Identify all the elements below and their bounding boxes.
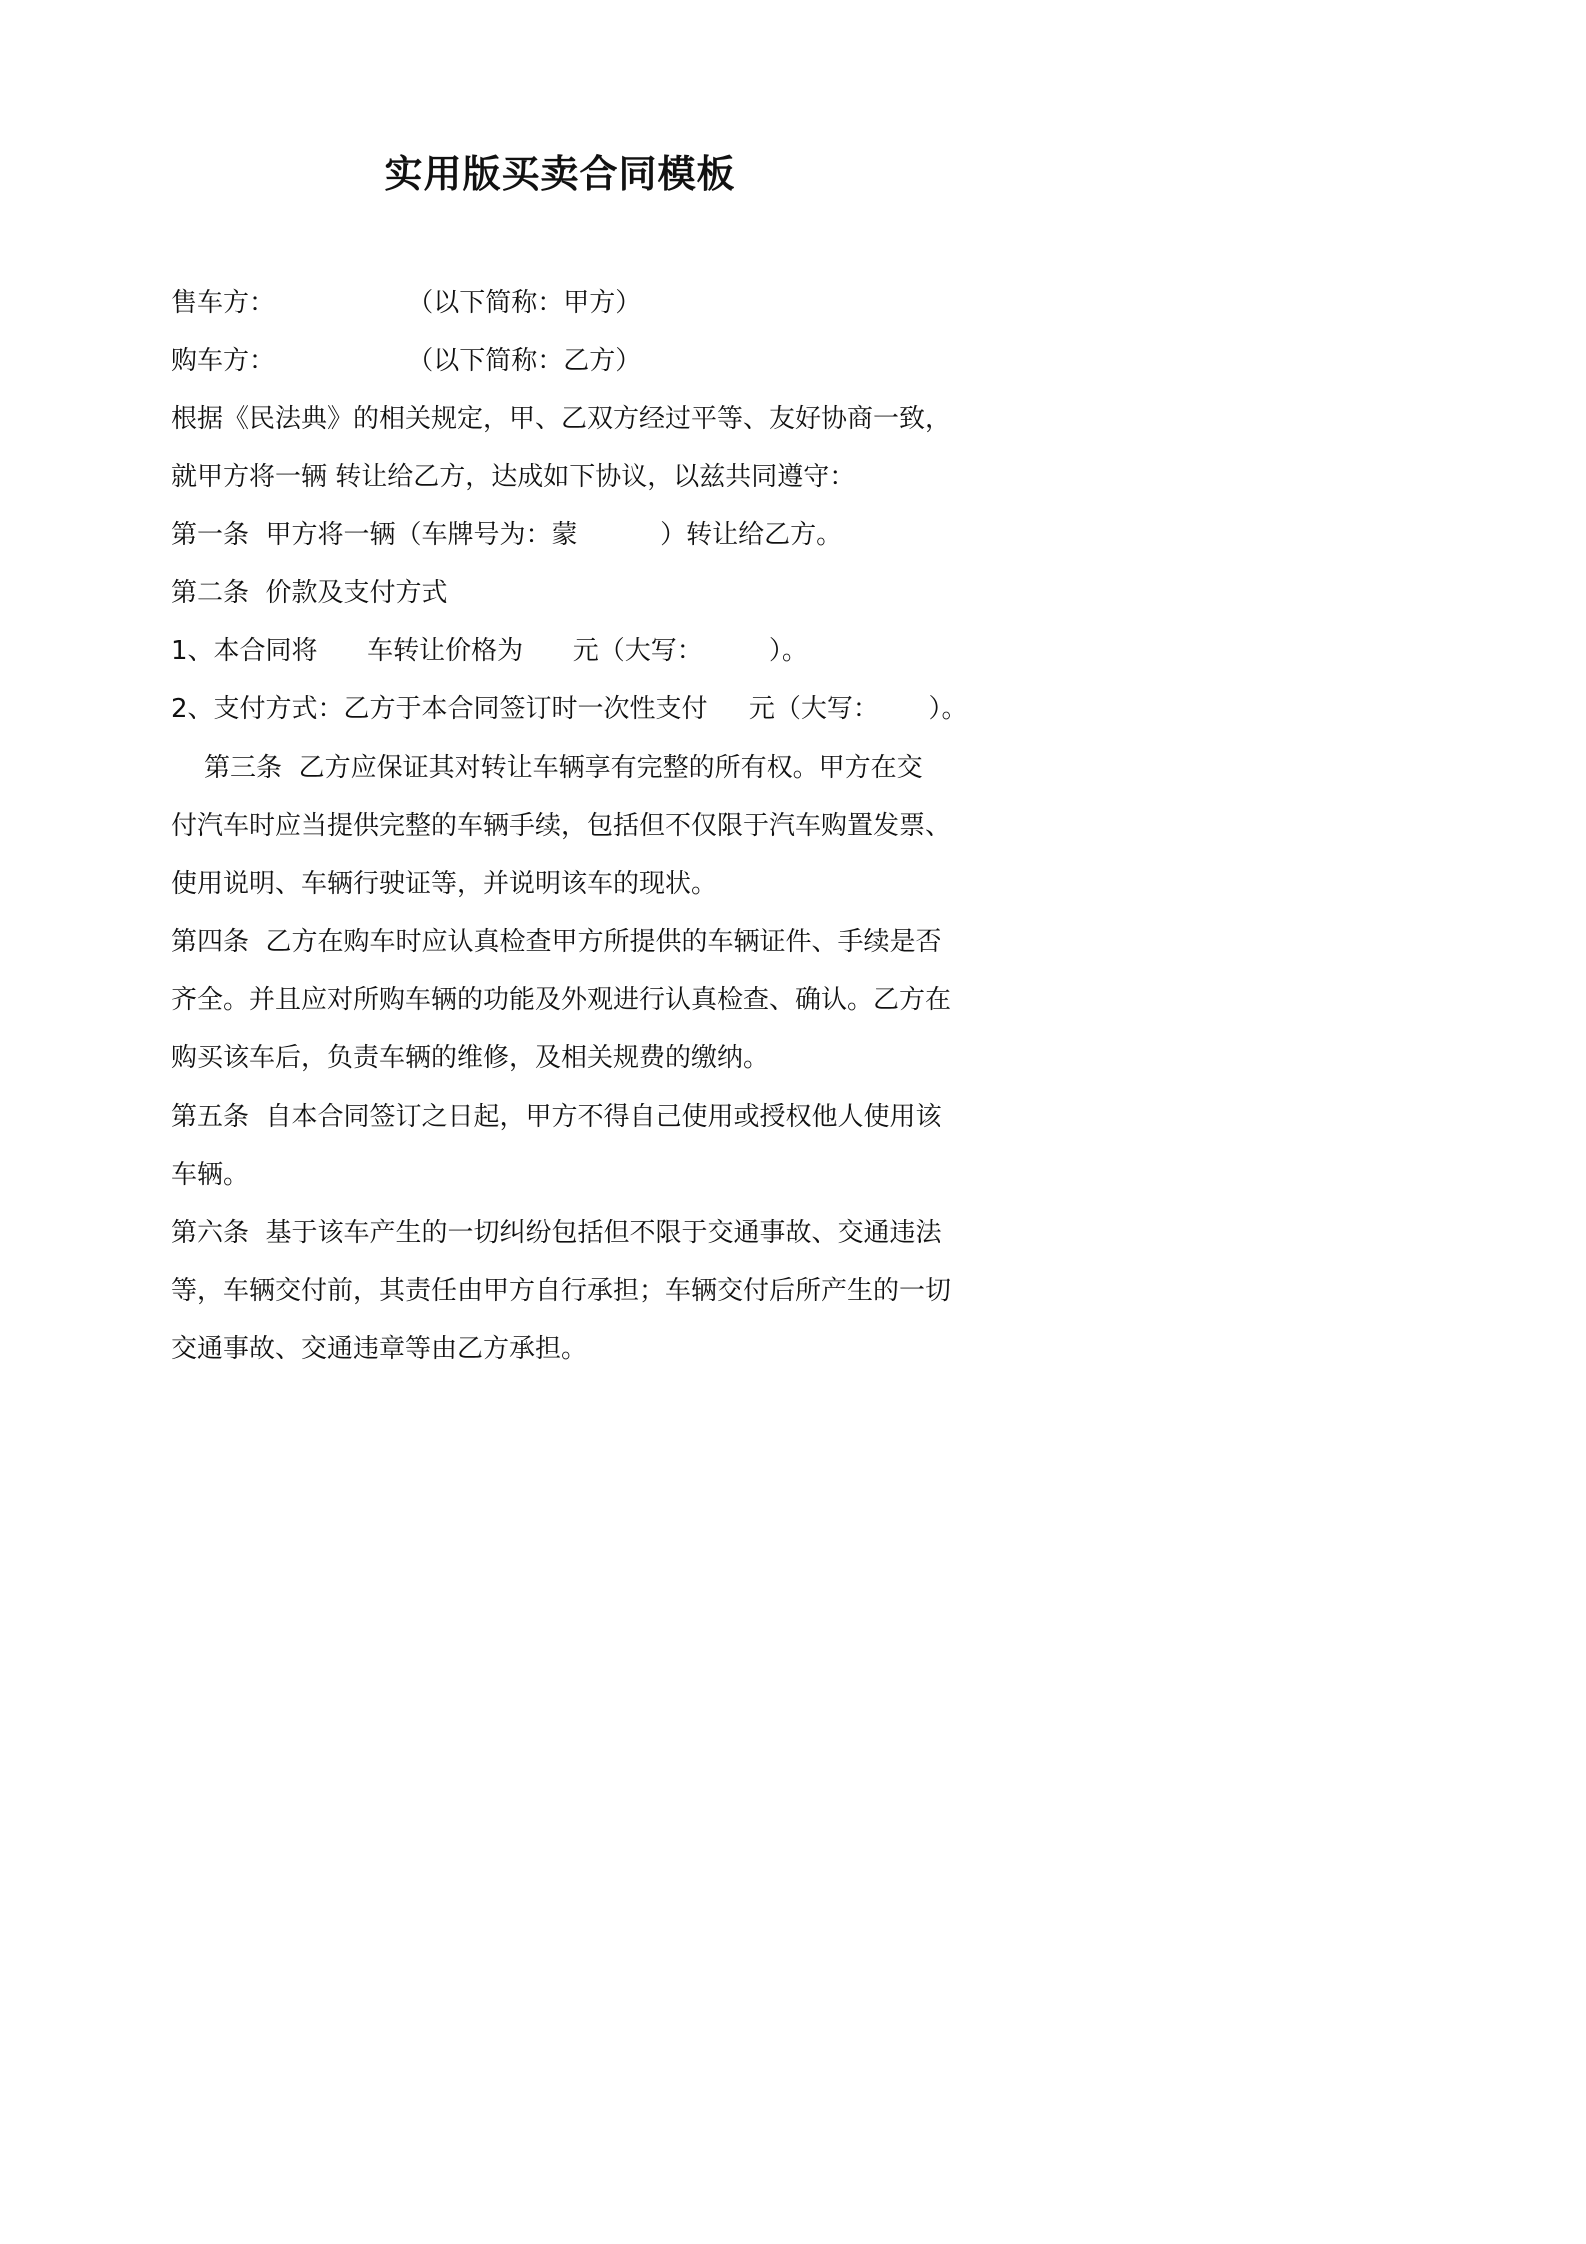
article-5-line-1: 第五条 自本合同签订之日起，甲方不得自己使用或授权他人使用该: [171, 1102, 942, 1132]
article-6-line-3: 交通事故、交通违章等由乙方承担。: [171, 1334, 588, 1364]
seller-line: 售车方： （以下简称：甲方）: [171, 288, 642, 318]
article-1: 第一条 甲方将一辆（车牌号为：蒙 ）转让给乙方。: [171, 520, 843, 550]
article-3-line-1: 第三条 乙方应保证其对转让车辆享有完整的所有权。甲方在交: [171, 753, 923, 783]
document-title: 实用版买卖合同模板: [384, 152, 736, 196]
preamble-line-1: 根据《民法典》的相关规定，甲、乙双方经过平等、友好协商一致，: [171, 404, 952, 434]
article-3-line-2: 付汽车时应当提供完整的车辆手续，包括但不仅限于汽车购置发票、: [171, 811, 952, 841]
article-2-heading: 第二条 价款及支付方式: [171, 578, 448, 608]
article-6-line-2: 等，车辆交付前，其责任由甲方自行承担；车辆交付后所产生的一切: [171, 1276, 952, 1306]
article-4-line-1: 第四条 乙方在购车时应认真检查甲方所提供的车辆证件、手续是否: [171, 927, 942, 957]
buyer-line: 购车方： （以下简称：乙方）: [171, 346, 642, 376]
article-4-line-3: 购买该车后，负责车辆的维修，及相关规费的缴纳。: [171, 1043, 770, 1073]
document-page: [0, 0, 1120, 1584]
article-2-item-1: 1、本合同将 车转让价格为 元（大写： ）。: [171, 636, 808, 666]
preamble-line-2: 就甲方将一辆 转让给乙方，达成如下协议，以兹共同遵守：: [171, 462, 856, 492]
article-5-line-2: 车辆。: [171, 1160, 250, 1190]
article-2-item-2: 2、支付方式：乙方于本合同签订时一次性支付 元（大写： ）。: [171, 694, 968, 724]
article-3-line-3: 使用说明、车辆行驶证等，并说明该车的现状。: [171, 869, 718, 899]
article-4-line-2: 齐全。并且应对所购车辆的功能及外观进行认真检查、确认。乙方在: [171, 985, 952, 1015]
article-6-line-1: 第六条 基于该车产生的一切纠纷包括但不限于交通事故、交通违法: [171, 1218, 942, 1248]
